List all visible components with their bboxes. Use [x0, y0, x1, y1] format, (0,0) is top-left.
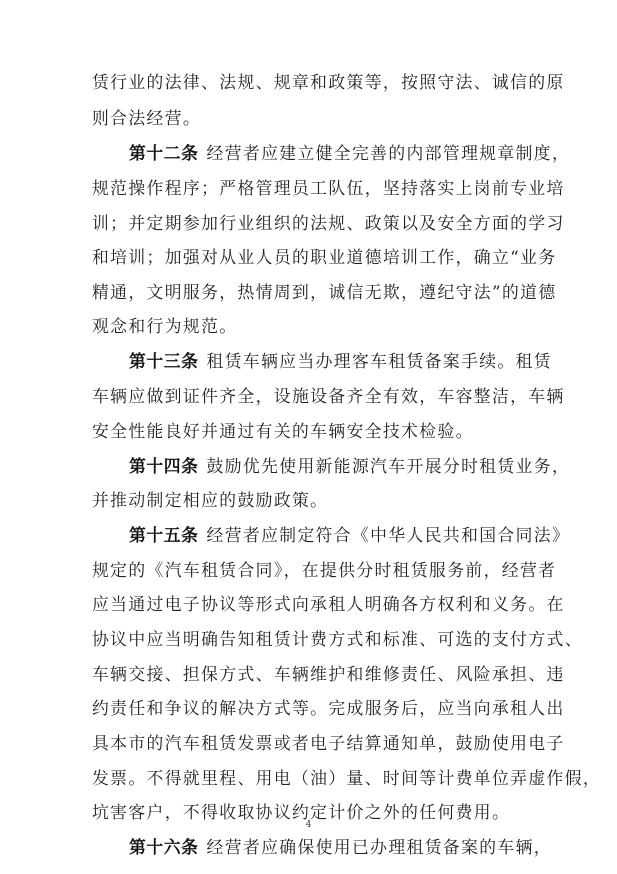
body-line: 应当通过电子协议等形式向承租人明确各方权利和义务。在 — [92, 594, 565, 614]
article-heading: 第十五条 — [129, 525, 199, 545]
article-15-line: 第十五条 经营者应制定符合《中华人民共和国合同法》 — [129, 525, 571, 545]
body-line: 规范操作程序；严格管理员工队伍，坚持落实上岗前专业培 — [92, 178, 565, 198]
article-heading: 第十六条 — [129, 837, 199, 857]
body-line: 安全性能良好并通过有关的车辆安全技术检验。 — [92, 421, 474, 441]
body-line: 车辆交接、担保方式、车辆维护和维修责任、风险承担、违 — [92, 664, 565, 684]
body-line: 并推动制定相应的鼓励政策。 — [92, 490, 329, 510]
body-line: 则合法经营。 — [92, 108, 202, 128]
article-heading: 第十四条 — [129, 456, 199, 476]
body-line: 精通，文明服务，热情周到，诚信无欺，遵纪守法”的道德 — [92, 282, 557, 302]
page-number: 4 — [305, 820, 312, 830]
body-line: 训；并定期参加行业组织的法规、政策以及安全方面的学习 — [92, 213, 565, 233]
article-heading: 第十三条 — [129, 351, 199, 371]
body-line: 车辆应做到证件齐全，设施设备齐全有效，车容整洁，车辆 — [92, 386, 565, 406]
body-line: 约责任和争议的解决方式等。完成服务后，应当向承租人出 — [92, 698, 565, 718]
body-line: 协议中应当明确告知租赁计费方式和标准、可选的支付方式、 — [92, 629, 583, 649]
article-12-line: 第十二条 经营者应建立健全完善的内部管理规章制度， — [129, 143, 571, 163]
article-16-line: 第十六条 经营者应确保使用已办理租赁备案的车辆， — [129, 837, 552, 857]
body-line: 发票。不得就里程、用电（油）量、时间等计费单位弄虚作假， — [92, 768, 602, 788]
article-14-line: 第十四条 鼓励优先使用新能源汽车开展分时租赁业务， — [129, 456, 571, 476]
article-13-line: 第十三条 租赁车辆应当办理客车租赁备案手续。租赁 — [129, 351, 552, 371]
body-line: 规定的《汽车租赁合同》，在提供分时租赁服务前，经营者 — [92, 560, 557, 580]
body-line: 和培训；加强对从业人员的职业道德培训工作，确立“业务 — [92, 247, 557, 267]
body-line: 坑害客户，不得收取协议约定计价之外的任何费用。 — [92, 802, 511, 822]
article-heading: 第十二条 — [129, 143, 199, 163]
body-line: 具本市的汽车租赁发票或者电子结算通知单，鼓励使用电子 — [92, 733, 565, 753]
body-line: 赁行业的法律、法规、规章和政策等，按照守法、诚信的原 — [92, 72, 565, 92]
body-line: 观念和行为规范。 — [92, 316, 238, 336]
